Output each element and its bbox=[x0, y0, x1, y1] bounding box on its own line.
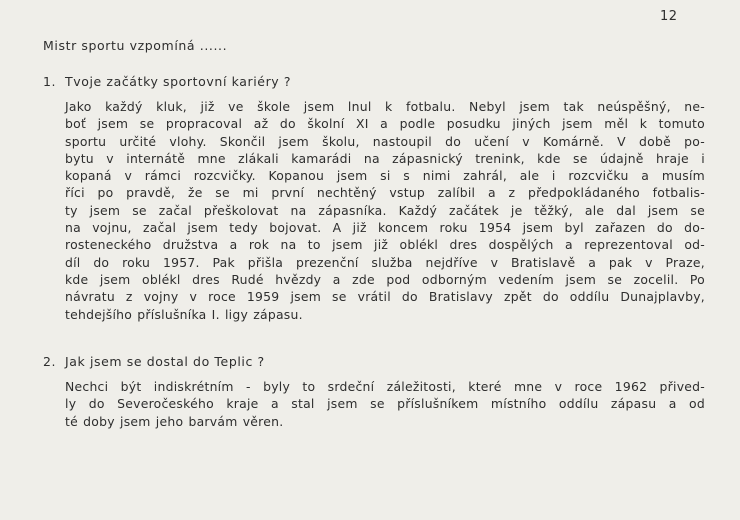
answer-line: boť jsem se propracoval až do školní XI a podle posudku jiných jsem měl k tomuto bbox=[65, 116, 705, 132]
answer-line: kde jsem oblékl dres Rudé hvězdy a zde pod odborným vedením jsem se zocelil. Po bbox=[65, 271, 705, 287]
answer-line: sportu určité vlohy. Skončil jsem školu, nastoupil do učení v Komárně. V době po- bbox=[65, 133, 705, 149]
question-2-text: Jak jsem se dostal do Teplic ? bbox=[65, 354, 265, 369]
answer-line: bytu v internátě mne zlákali kamarádi na zápasnický trenink, kde se údajně hraje i bbox=[65, 150, 705, 166]
question-1 bbox=[43, 74, 291, 89]
answer-line: Nechci být indiskrétním - byly to srdeční záležitosti, které mne v roce 1962 přived- bbox=[65, 379, 705, 394]
answer-1 bbox=[65, 98, 705, 323]
question-1-number: 1. bbox=[43, 74, 57, 89]
answer-line: kopaná v rámci rozcvičky. Kopanou jsem si s nimi zahrál, ale i rozcvičku a musím bbox=[65, 168, 705, 184]
answer-line: díl do roku 1957. Pak přišla prezenční služba nejdříve v Bratislavě a pak v Praze, bbox=[65, 254, 705, 270]
answer-line: rosteneckého družstva a rok na to jsem již oblékl dres dospělých a reprezentoval od- bbox=[65, 237, 705, 253]
answer-2 bbox=[65, 378, 705, 430]
answer-line: tehdejšího příslušníka I. ligy zápasu. bbox=[65, 306, 303, 322]
article-header: Mistr sportu vzpomíná ...... bbox=[43, 38, 228, 53]
answer-line: říci po pravdě, že se mi první nechtěný vstup zalíbil a z předpokládaného fotbalis- bbox=[65, 185, 705, 201]
question-2 bbox=[43, 354, 265, 369]
question-2-number: 2. bbox=[43, 354, 57, 369]
answer-line: ty jsem se začal přeškolovat na zápasníka. Každý začátek je těžký, ale dal jsem se bbox=[65, 202, 705, 218]
page-number: 12 bbox=[660, 9, 678, 24]
answer-line: Jako každý kluk, již ve škole jsem lnul k fotbalu. Nebyl jsem tak neúspěšný, ne- bbox=[65, 99, 705, 114]
answer-line: návratu z vojny v roce 1959 jsem se vrátil do Bratislavy zpět do oddílu Dunajplavby, bbox=[65, 289, 705, 305]
answer-line: ly do Severočeského kraje a stal jsem se příslušníkem místního oddílu zápasu a od bbox=[65, 396, 705, 412]
question-1-text: Tvoje začátky sportovní kariéry ? bbox=[65, 74, 292, 89]
answer-line: na vojnu, začal jsem tedy bojovat. A již koncem roku 1954 jsem byl zařazen do do- bbox=[65, 220, 705, 236]
answer-line: té doby jsem jeho barvám věren. bbox=[65, 413, 284, 429]
